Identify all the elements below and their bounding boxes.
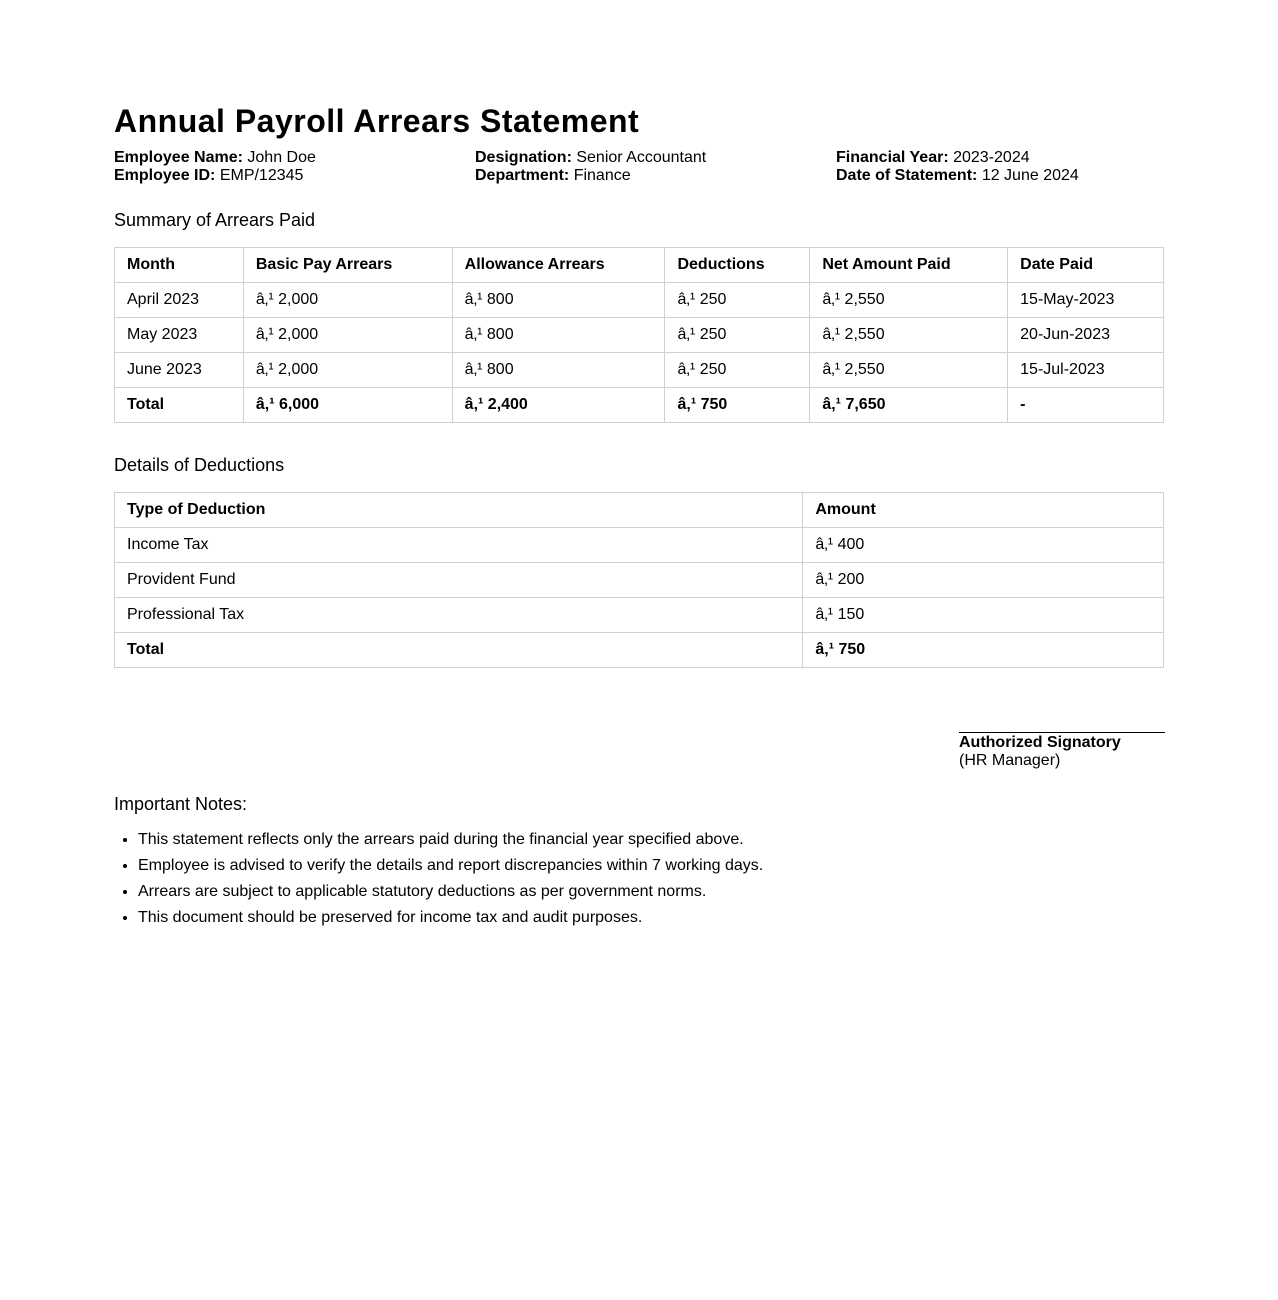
department-label: Department: (475, 167, 570, 184)
table-cell: â‚¹ 2,000 (243, 353, 452, 388)
notes-heading: Important Notes: (114, 794, 248, 814)
table-cell: May 2023 (115, 318, 244, 353)
table-row (115, 598, 1164, 633)
employee-name-label: Employee Name: (114, 149, 243, 166)
total-cell: Total (115, 388, 244, 423)
employee-details-col-2 (475, 149, 706, 185)
list-item: • This document should be preserved for income tax and audit purposes. (138, 905, 763, 931)
employee-details-col-1 (114, 149, 316, 185)
statement-date-value: 12 June 2024 (981, 167, 1079, 184)
designation-value: Senior Accountant (576, 149, 707, 166)
table-cell: Professional Tax (115, 598, 803, 633)
employee-id-label: Employee ID: (114, 167, 216, 184)
page-title: Annual Payroll Arrears Statement (114, 103, 640, 139)
table-header-row (115, 248, 1164, 283)
table-cell: â‚¹ 150 (803, 598, 1164, 633)
summary-heading: Summary of Arrears Paid (114, 210, 316, 230)
table-cell: â‚¹ 250 (665, 283, 810, 318)
column-header: Basic Pay Arrears (243, 248, 452, 283)
signatory-title: Authorized Signatory (959, 734, 1121, 751)
list-item: • This statement reflects only the arrears paid during the financial year specified above. (138, 827, 763, 853)
list-item: • Employee is advised to verify the details and report discrepancies within 7 working days. (138, 853, 763, 879)
total-cell: â‚¹ 750 (803, 633, 1164, 668)
table-cell: â‚¹ 400 (803, 528, 1164, 563)
table-cell: â‚¹ 250 (665, 318, 810, 353)
designation-label: Designation: (475, 149, 572, 166)
column-header: Net Amount Paid (810, 248, 1008, 283)
signature-block (959, 732, 1165, 770)
table-cell: Provident Fund (115, 563, 803, 598)
table-header-row (115, 493, 1164, 528)
table-cell: Income Tax (115, 528, 803, 563)
table-cell: â‚¹ 2,550 (810, 353, 1008, 388)
table-row (115, 353, 1164, 388)
table-cell: â‚¹ 200 (803, 563, 1164, 598)
table-row (115, 563, 1164, 598)
employee-id-value: EMP/12345 (219, 167, 304, 184)
table-row (115, 283, 1164, 318)
list-item: • Arrears are subject to applicable statutory deductions as per government norms. (138, 879, 763, 905)
arrears-summary-table (114, 247, 1164, 423)
table-cell: April 2023 (115, 283, 244, 318)
column-header: Month (115, 248, 244, 283)
department-value: Finance (573, 167, 631, 184)
employee-details-col-3 (836, 149, 1079, 185)
employee-name-row (114, 149, 316, 167)
table-cell: â‚¹ 800 (452, 353, 665, 388)
department-row (475, 167, 706, 185)
total-cell: â‚¹ 2,400 (452, 388, 665, 423)
table-cell: 15-Jul-2023 (1008, 353, 1164, 388)
total-row (115, 633, 1164, 668)
financial-year-row (836, 149, 1079, 167)
designation-row (475, 149, 706, 167)
table-cell: â‚¹ 2,550 (810, 283, 1008, 318)
employee-name-value: John Doe (247, 149, 316, 166)
total-cell: â‚¹ 7,650 (810, 388, 1008, 423)
table-cell: 15-May-2023 (1008, 283, 1164, 318)
financial-year-label: Financial Year: (836, 149, 949, 166)
table-cell: June 2023 (115, 353, 244, 388)
table-row (115, 528, 1164, 563)
financial-year-value: 2023-2024 (953, 149, 1030, 166)
statement-date-row (836, 167, 1079, 185)
table-cell: â‚¹ 800 (452, 283, 665, 318)
column-header: Type of Deduction (115, 493, 803, 528)
table-cell: â‚¹ 2,000 (243, 318, 452, 353)
column-header: Date Paid (1008, 248, 1164, 283)
table-cell: â‚¹ 250 (665, 353, 810, 388)
deductions-table (114, 492, 1164, 668)
column-header: Allowance Arrears (452, 248, 665, 283)
table-cell: â‚¹ 800 (452, 318, 665, 353)
total-cell: Total (115, 633, 803, 668)
table-cell: 20-Jun-2023 (1008, 318, 1164, 353)
total-cell: â‚¹ 750 (665, 388, 810, 423)
total-cell: â‚¹ 6,000 (243, 388, 452, 423)
deductions-heading: Details of Deductions (114, 455, 285, 475)
total-cell: - (1008, 388, 1164, 423)
column-header: Amount (803, 493, 1164, 528)
signatory-role: (HR Manager) (959, 752, 1061, 769)
statement-date-label: Date of Statement: (836, 167, 978, 184)
notes-list (114, 827, 763, 931)
table-row (115, 318, 1164, 353)
employee-id-row (114, 167, 316, 185)
column-header: Deductions (665, 248, 810, 283)
total-row (115, 388, 1164, 423)
table-cell: â‚¹ 2,000 (243, 283, 452, 318)
table-cell: â‚¹ 2,550 (810, 318, 1008, 353)
